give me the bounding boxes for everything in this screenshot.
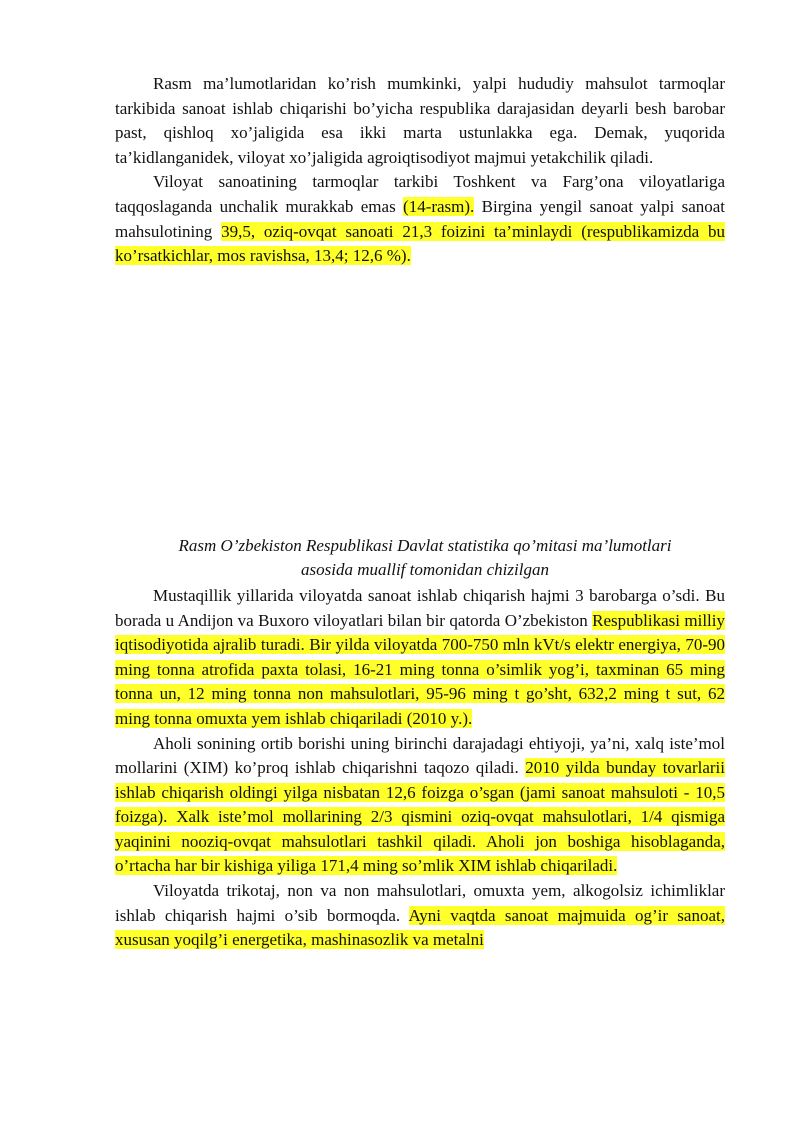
highlight-consumer-goods: 2010 yilda bunday tovarlarii ishlab chiqarish oldingi yilga nisbatan 12,6 foizga o’sgan (jami sanoat mahsuloti - 10,5 foizga). Xalk iste’mol mollarining 2/3 qismini oziq-ovqat mahsulotlari, 1/4 qismiga yaqinini nooziq-ovqat mahsulotlari tashkil qiladi. Aholi jon boshiga hisoblaganda, o’rtacha har bir kishiga yiliga 171,4 ming so’mlik XIM ishlab chiqariladi. [115,758,726,876]
highlight-heavy-industry: Ayni vaqtda sanoat majmuida og’ir sanoat, xususan yoqilg’i energetika, mashinasozlik va metalni [115,905,725,950]
paragraph-3 [115,584,725,732]
paragraph-5-text-a: Viloyatda trikotaj, non va non mahsulotlari, omuxta yem, alkogolsiz ichimliklar ishlab chiqarish hajmi o’sib bormoqda. [115,881,725,925]
highlight-production-volumes: Respublikasi milliy iqtisodiyotida ajralib turadi. Bir yilda viloyatda 700-750 mln kVt/s elektr energiya, 70-90 ming tonna atrofida paxta tolasi, 16-21 ming tonna o’simlik yog’i, taxminan 65 ming tonna un, 12 ming tonna non mahsulotlari, 95-96 ming t go’sht, 632,2 ming t sut, 62 ming tonna omuxta yem ishlab chiqariladi (2010 y.). [115,610,725,728]
paragraph-4-text-a: Aholi sonining ortib borishi uning birinchi darajadagi ehtiyoji, ya’ni, xalq iste’mol mollarini (XIM) ko’proq ishlab chiqarishni taqozo qiladi. [115,733,725,778]
document-page [115,72,725,953]
paragraph-5 [115,879,725,953]
paragraph-2-text-c: Birgina yengil sanoat yalpi sanoat mahsulotining [115,196,726,241]
caption-line-2: asosida muallif tomonidan chizilgan [301,560,549,580]
paragraph-1-text: Rasm ma’lumotlaridan ko’rish mumkinki, yalpi hududiy mahsulot tarmoqlar tarkibida sanoat ishlab chiqarishi bo’yicha respublika darajasidan deyarli besh barobar past, qishloq xo’jaligida esa ikki marta ustunlakka ega. Demak, yuqorida ta’kidlanganidek, viloyat xo’jaligida agroiqtisodiyot majmui yetakchilik qiladi. [115,74,725,167]
highlight-figure-ref: (14-rasm). [403,196,475,216]
paragraph-2-text-a: Viloyat sanoatining tarmoqlar tarkibi Toshkent va Farg’ona viloyatlariga taqqoslaganda unchalik murakkab emas [115,172,725,216]
paragraph-2 [115,170,725,268]
figure-placeholder [115,269,725,534]
highlight-industry-share: 39,5, oziq-ovqat sanoati 21,3 foizini ta’minlaydi (respublikamizda bu ko’rsatkichlar, mos ravishsa, 13,4; 12,6 %). [115,221,725,266]
figure-caption [115,534,725,583]
paragraph-1 [115,72,725,170]
paragraph-4 [115,732,725,880]
caption-line-1: Rasm O’zbekiston Respublikasi Davlat statistika qo’mitasi ma’lumotlari [178,535,672,555]
paragraph-3-text-a: Mustaqillik yillarida viloyatda sanoat ishlab chiqarish hajmi 3 barobarga o’sdi. Bu borada u Andijon va Buxoro viloyatlari bilan bir qatorda O’zbekiston [115,585,725,630]
